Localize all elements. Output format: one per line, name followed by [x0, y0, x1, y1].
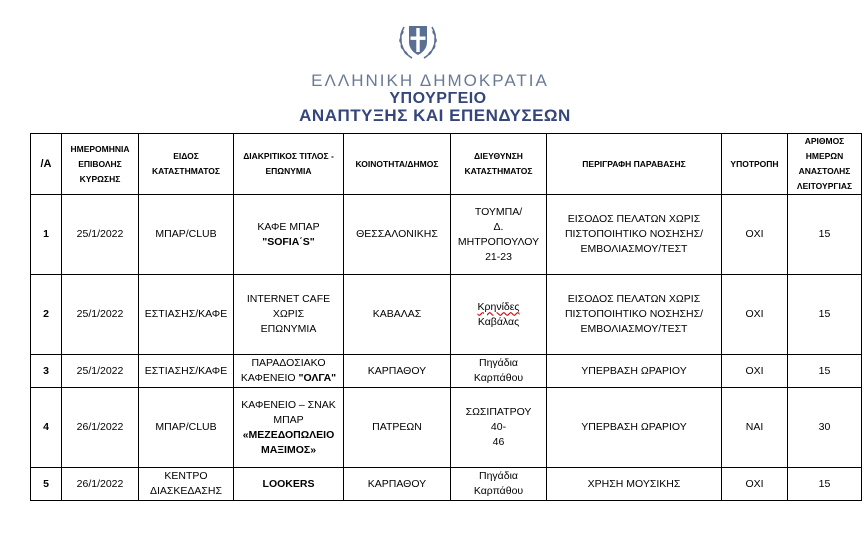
store-type: ΕΣΤΙΑΣΗΣ/ΚΑΦΕ [139, 355, 234, 388]
address-line: Καρπάθου [473, 372, 524, 384]
table-row [31, 355, 862, 388]
sanction-date: 26/1/2022 [62, 388, 139, 468]
row-number: 2 [31, 275, 62, 355]
address-line: Πηγάδια [479, 357, 518, 369]
municipality: ΚΑΡΠΑΘΟΥ [344, 355, 451, 388]
store-title-plain: ΚΑΦΕΝΕΙΟ – ΣΝΑΚ ΜΠΑΡ [241, 398, 336, 426]
store-title-bold: "ΟΛΓΑ" [298, 372, 337, 384]
municipality: ΘΕΣΣΑΛΟΝΙΚΗΣ [344, 195, 451, 275]
address-line: Καρπάθου [473, 485, 524, 497]
store-address [451, 355, 547, 388]
address-line: 40- [490, 421, 507, 433]
store-type: ΜΠΑΡ/CLUB [139, 195, 234, 275]
column-header: ΑΡΙΘΜΟΣ ΗΜΕΡΩΝ ΑΝΑΣΤΟΛΗΣ ΛΕΙΤΟΥΡΓΙΑΣ [788, 134, 862, 195]
column-header: ΗΜΕΡΟΜΗΝΙΑ ΕΠΙΒΟΛΗΣ ΚΥΡΩΣΗΣ [62, 134, 139, 195]
relapse: ΟΧΙ [722, 355, 788, 388]
table-header-row [31, 134, 862, 195]
store-title-plain: INTERNET CAFE ΧΩΡΙΣ ΕΠΩΝΥΜΙΑ [246, 293, 331, 335]
relapse: ΟΧΙ [722, 195, 788, 275]
address-line: Κρηνίδες [477, 300, 520, 313]
store-title-plain: ΠΑΡΑΔΟΣΙΑΚΟ ΚΑΦΕΝΕΙΟ [240, 357, 326, 384]
municipality: ΠΑΤΡΕΩΝ [344, 388, 451, 468]
store-title-plain: ΚΑΦΕ ΜΠΑΡ [257, 220, 320, 233]
column-header: ΚΟΙΝΟΤΗΤΑ/ΔΗΜΟΣ [344, 134, 451, 195]
violations-table [30, 133, 862, 501]
greek-coat-of-arms-icon [395, 17, 441, 63]
row-number: 3 [31, 355, 62, 388]
store-type: ΜΠΑΡ/CLUB [139, 388, 234, 468]
address-line: ΤΟΥΜΠΑ/ [474, 205, 523, 218]
address-line: ΜΗΤΡΟΠΟΥΛΟΥ [457, 235, 540, 248]
table-row [31, 388, 862, 468]
relapse: ΝΑΙ [722, 388, 788, 468]
violation-description: ΕΙΣΟΔΟΣ ΠΕΛΑΤΩΝ ΧΩΡΙΣ ΠΙΣΤΟΠΟΙΗΤΙΚΟ ΝΟΣΗΣΗΣ/ΕΜΒΟΛΙΑΣΜΟΥ/ΤΕΣΤ [547, 275, 722, 355]
store-title [234, 468, 344, 501]
store-title-bold: LOOKERS [262, 477, 315, 490]
address-line: Πηγάδια [479, 470, 518, 482]
column-header: ΔΙΕΥΘΥΝΣΗ ΚΑΤΑΣΤΗΜΑΤΟΣ [451, 134, 547, 195]
suspension-days: 30 [788, 388, 862, 468]
violation-description: ΧΡΗΣΗ ΜΟΥΣΙΚΗΣ [547, 468, 722, 501]
address-line: Δ. [493, 220, 504, 233]
store-type: ΕΣΤΙΑΣΗΣ/ΚΑΦΕ [139, 275, 234, 355]
suspension-days: 15 [788, 468, 862, 501]
violation-description: ΥΠΕΡΒΑΣΗ ΩΡΑΡΙΟΥ [547, 355, 722, 388]
address-line: Καβάλας [477, 315, 520, 328]
store-address [451, 468, 547, 501]
store-title [234, 195, 344, 275]
column-header: /Α [31, 134, 62, 195]
relapse: ΟΧΙ [722, 275, 788, 355]
store-address [451, 388, 547, 468]
suspension-days: 15 [788, 355, 862, 388]
address-line: 21-23 [485, 250, 512, 263]
ministry-title-line2: ΑΝΑΠΤΥΞΗΣ ΚΑΙ ΕΠΕΝΔΥΣΕΩΝ [299, 106, 571, 125]
municipality: ΚΑΡΠΑΘΟΥ [344, 468, 451, 501]
country-name: ΕΛΛΗΝΙΚΗ ΔΗΜΟΚΡΑΤΙΑ [311, 71, 549, 90]
column-header: ΠΕΡΙΓΡΑΦΗ ΠΑΡΑΒΑΣΗΣ [547, 134, 722, 195]
store-title-bold: "SOFIA΄S" [262, 235, 315, 248]
column-header: ΕΙΔΟΣ ΚΑΤΑΣΤΗΜΑΤΟΣ [139, 134, 234, 195]
table-row [31, 468, 862, 501]
sanction-date: 25/1/2022 [62, 195, 139, 275]
municipality: ΚΑΒΑΛΑΣ [344, 275, 451, 355]
row-number: 1 [31, 195, 62, 275]
ministry-title-line1: ΥΠΟΥΡΓΕΙΟ [389, 90, 487, 107]
store-type: ΚΕΝΤΡΟ ΔΙΑΣΚΕΔΑΣΗΣ [139, 468, 234, 501]
letterhead [0, 0, 866, 130]
address-line: 46 [492, 436, 505, 448]
relapse: ΟΧΙ [722, 468, 788, 501]
store-title [234, 275, 344, 355]
row-number: 4 [31, 388, 62, 468]
sanction-date: 25/1/2022 [62, 355, 139, 388]
store-title [234, 388, 344, 468]
column-header: ΔΙΑΚΡΙΤΙΚΟΣ ΤΙΤΛΟΣ - ΕΠΩΝΥΜΙΑ [234, 134, 344, 195]
suspension-days: 15 [788, 195, 862, 275]
table-row [31, 275, 862, 355]
row-number: 5 [31, 468, 62, 501]
store-title-bold: «ΜΕΖΕΔΟΠΩΛΕΙΟ ΜΑΞΙΜΟΣ» [242, 428, 335, 456]
violation-description: ΥΠΕΡΒΑΣΗ ΩΡΑΡΙΟΥ [547, 388, 722, 468]
column-header: ΥΠΟΤΡΟΠΗ [722, 134, 788, 195]
suspension-days: 15 [788, 275, 862, 355]
sanction-date: 25/1/2022 [62, 275, 139, 355]
table-row [31, 195, 862, 275]
address-line: ΣΩΣΙΠΑΤΡΟΥ [465, 406, 532, 418]
violation-description: ΕΙΣΟΔΟΣ ΠΕΛΑΤΩΝ ΧΩΡΙΣ ΠΙΣΤΟΠΟΙΗΤΙΚΟ ΝΟΣΗΣΗΣ/ΕΜΒΟΛΙΑΣΜΟΥ/ΤΕΣΤ [547, 195, 722, 275]
store-address [451, 195, 547, 275]
store-title [234, 355, 344, 388]
sanction-date: 26/1/2022 [62, 468, 139, 501]
store-address [451, 275, 547, 355]
